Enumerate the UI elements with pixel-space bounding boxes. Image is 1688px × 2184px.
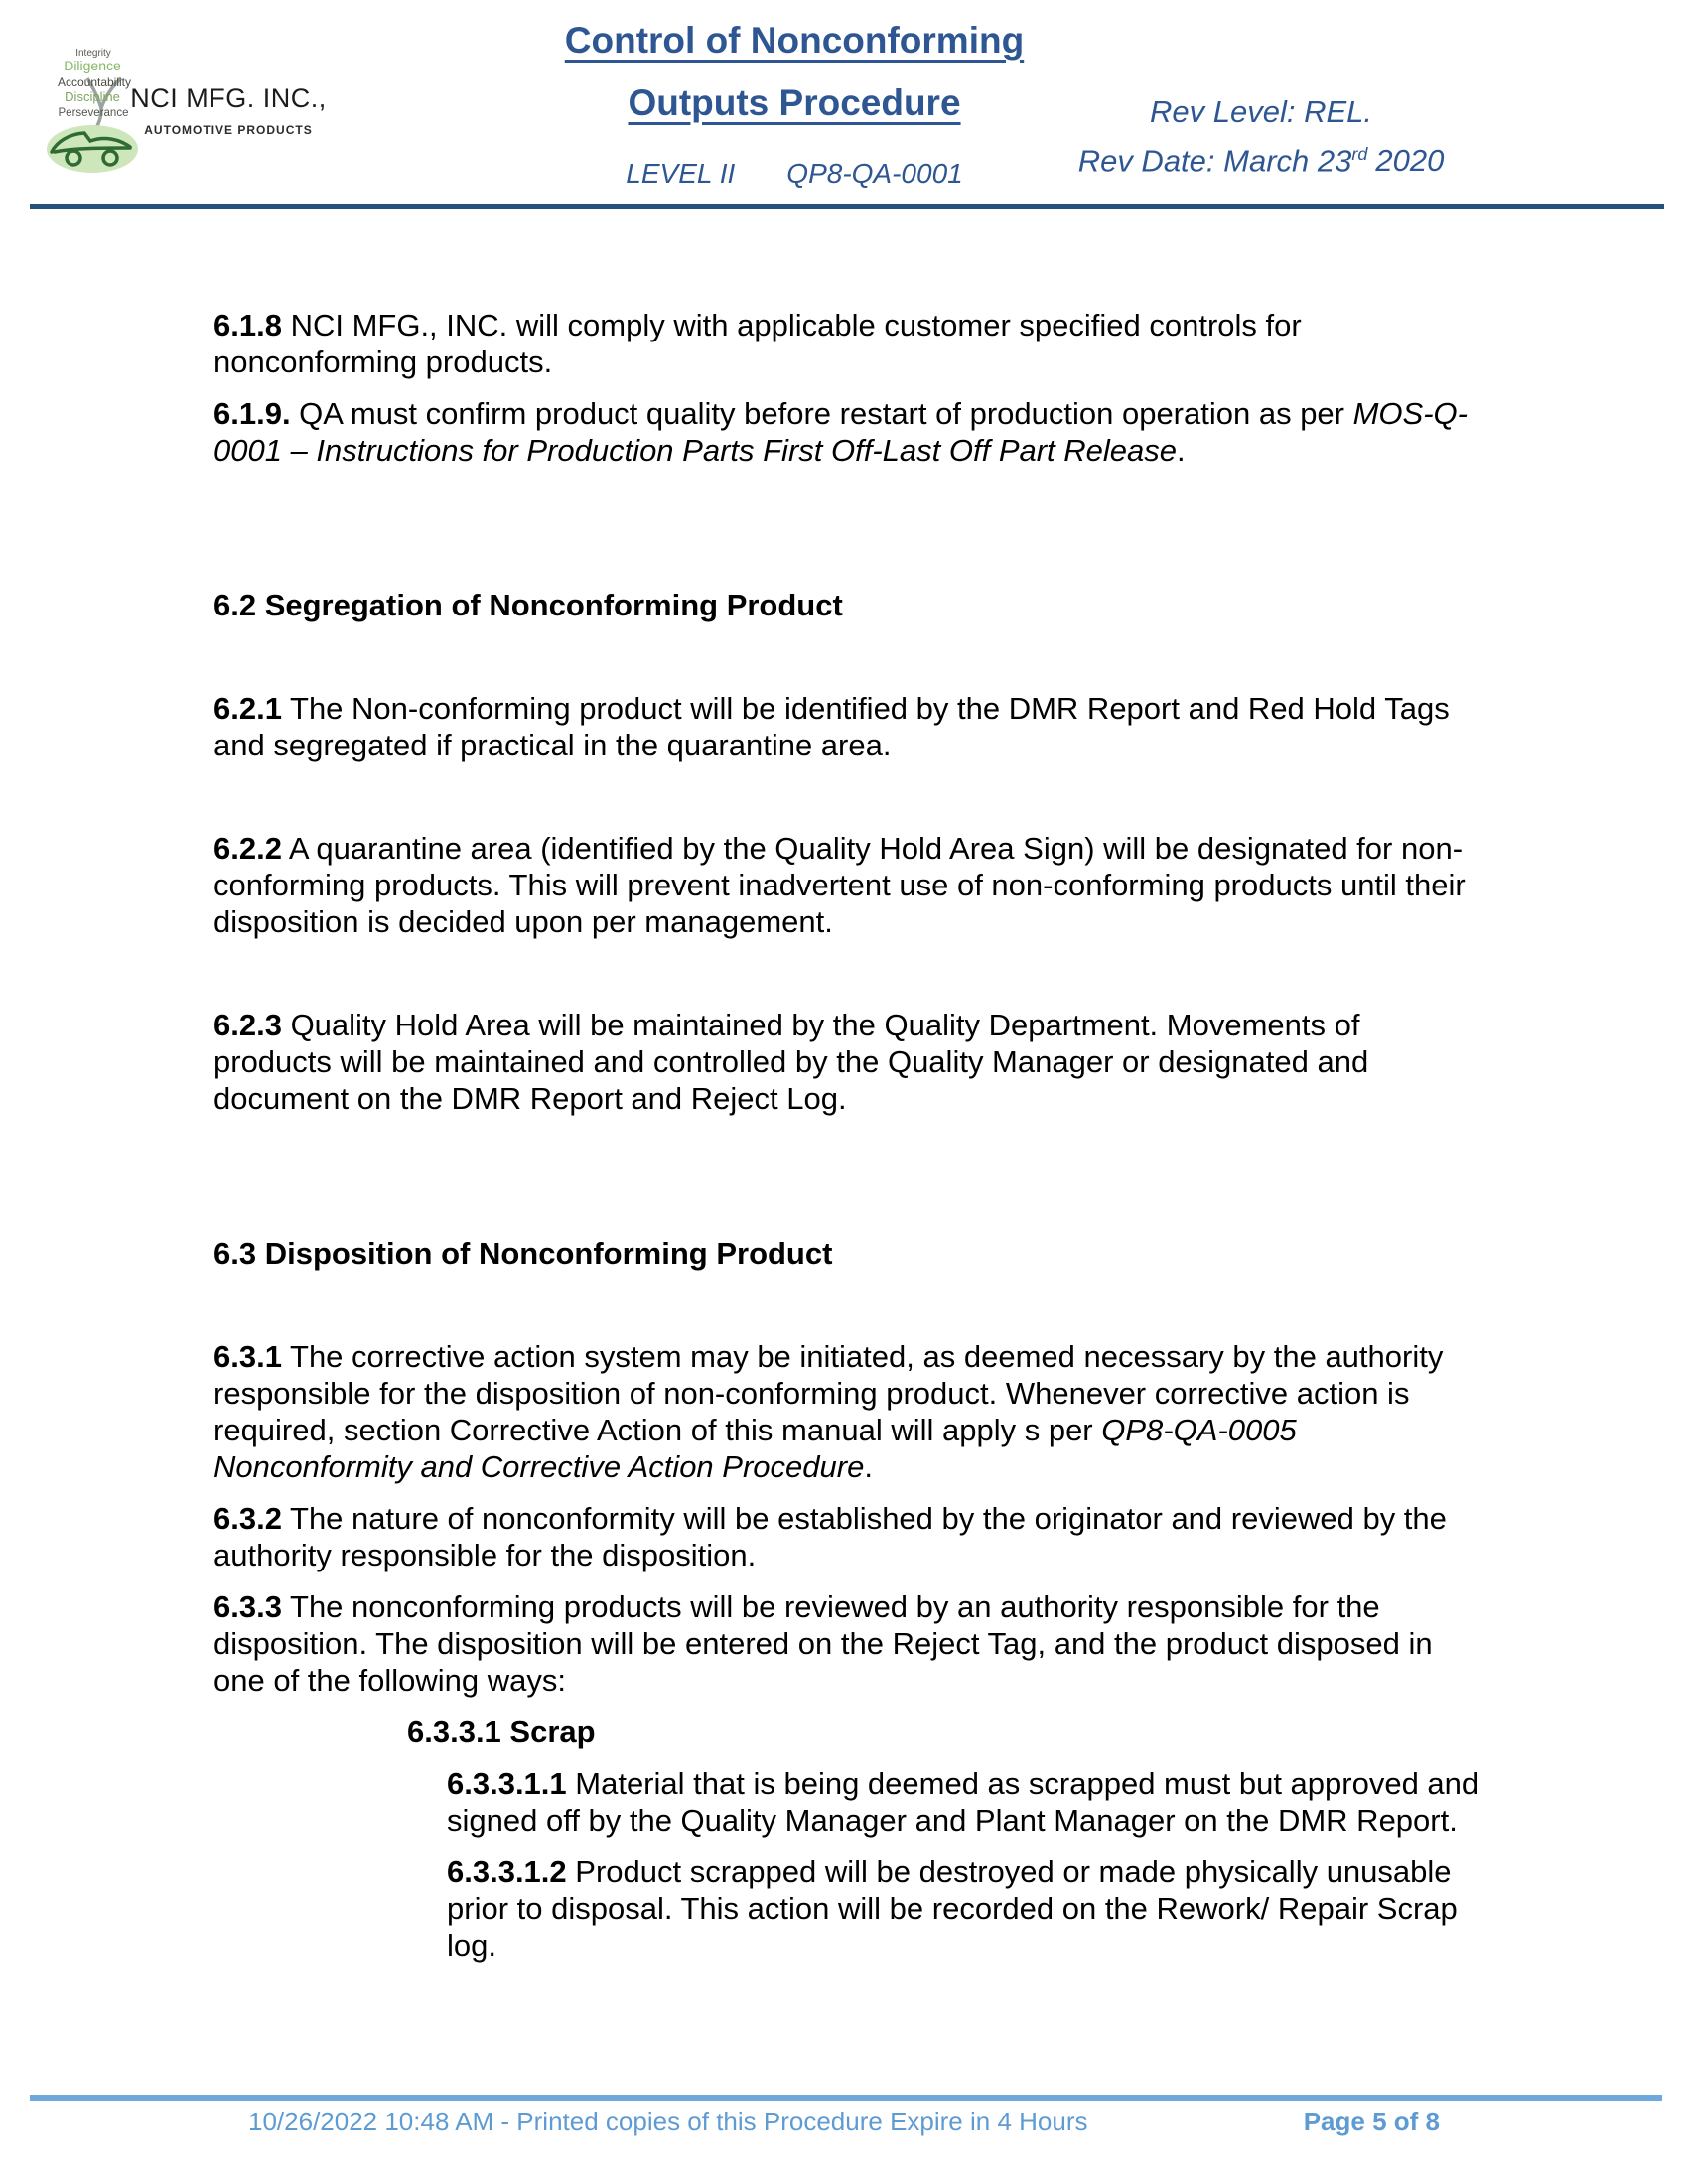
- document-paragraph: 6.2.1 The Non-conforming product will be identified by the DMR Report and Red Hold Tags and segregated if practical in the quarantine area.: [213, 691, 1450, 762]
- doc-number: QP8-QA-0001: [786, 158, 963, 189]
- document-paragraph: 6.3.3.1.1 Material that is being deemed as scrapped must but approved and signed off by the Quality Manager and Plant Manager on the DMR Report.: [447, 1766, 1479, 1838]
- blank-line: [213, 1132, 1470, 1168]
- logo-word: Integrity: [75, 48, 111, 59]
- document-title-block: [516, 20, 1072, 190]
- document-paragraph: 6.1.9. QA must confirm product quality before restart of production operation as per MOS-Q-0001 – Instructions for Production Parts First Off-Last Off Part Release.: [213, 396, 1468, 468]
- logo-text: [114, 83, 343, 137]
- section-heading: 6.2 Segregation of Nonconforming Product: [213, 588, 843, 622]
- document-paragraph: 6.3.3.1.2 Product scrapped will be destroyed or made physically unusable prior to disposal. This action will be recorded on the Rework/ Repair Scrap log.: [447, 1854, 1458, 1963]
- rev-date-ordinal: rd: [1351, 144, 1368, 164]
- footer-page-number: Page 5 of 8: [1303, 2107, 1440, 2136]
- footer-row: [248, 2107, 1440, 2137]
- rev-date-year: 2020: [1375, 143, 1445, 179]
- blank-line: [213, 1287, 1470, 1323]
- document-meta: [516, 158, 1072, 190]
- blank-line: [213, 483, 1470, 520]
- document-paragraph: 6.3.2 The nature of nonconformity will be established by the originator and reviewed by the authority responsible for the disposition.: [213, 1501, 1447, 1572]
- blank-line: [213, 778, 1470, 815]
- blank-line: [213, 638, 1470, 675]
- document-paragraph: 6.3.1 The corrective action system may be initiated, as deemed necessary by the authority responsible for the disposition of non-conforming product. Whenever corrective action is required, section Corrective Action of this manual will apply s per QP8-QA-0005 Nonconformity and Corrective Action Procedure.: [213, 1339, 1444, 1484]
- rev-level: Rev Level: REL.: [1150, 94, 1372, 129]
- company-tagline: AUTOMOTIVE PRODUCTS: [144, 123, 313, 137]
- logo-word: Accountability: [57, 75, 132, 89]
- blank-line: [213, 535, 1470, 572]
- section-heading: 6.3.3.1 Scrap: [407, 1714, 596, 1749]
- logo-word: Discipline: [65, 89, 120, 104]
- document-paragraph: 6.1.8 NCI MFG., INC. will comply with applicable customer specified controls for nonconforming products.: [213, 308, 1302, 379]
- rev-date-text: Rev Date: March 23: [1077, 143, 1352, 179]
- logo-word: Diligence: [64, 58, 121, 73]
- document-paragraph: 6.2.2 A quarantine area (identified by the Quality Hold Area Sign) will be designated for non-conforming products. This will prevent inadvertent use of non-conforming products until their disposition is decided upon per management.: [213, 831, 1466, 939]
- footer-print-notice: 10/26/2022 10:48 AM - Printed copies of this Procedure Expire in 4 Hours: [248, 2107, 1088, 2136]
- document-paragraph: 6.3.3 The nonconforming products will be reviewed by an authority responsible for the disposition. The disposition will be entered on the Reject Tag, and the product disposed in one of the following ways:: [213, 1589, 1433, 1698]
- document-title-line2: Outputs Procedure: [628, 82, 961, 123]
- doc-level: LEVEL II: [626, 158, 736, 189]
- header-divider: [30, 204, 1664, 209]
- blank-line: [213, 955, 1470, 992]
- logo-word: Perseverance: [58, 107, 129, 119]
- revision-info: [1053, 91, 1470, 182]
- document-paragraph: 6.2.3 Quality Hold Area will be maintained by the Quality Department. Movements of products will be maintained and controlled by the Quality Manager or designated and document on the DMR Report and Reject Log.: [213, 1008, 1369, 1116]
- blank-line: [213, 1183, 1470, 1220]
- company-name: NCI MFG. INC.,: [130, 83, 327, 113]
- document-title-line1: Control of Nonconforming: [564, 20, 1025, 61]
- document-body: [213, 211, 1479, 1979]
- footer-divider: [30, 2095, 1662, 2101]
- rev-date: [1053, 133, 1470, 182]
- section-heading: 6.3 Disposition of Nonconforming Product: [213, 1236, 833, 1271]
- company-logo: [45, 22, 362, 176]
